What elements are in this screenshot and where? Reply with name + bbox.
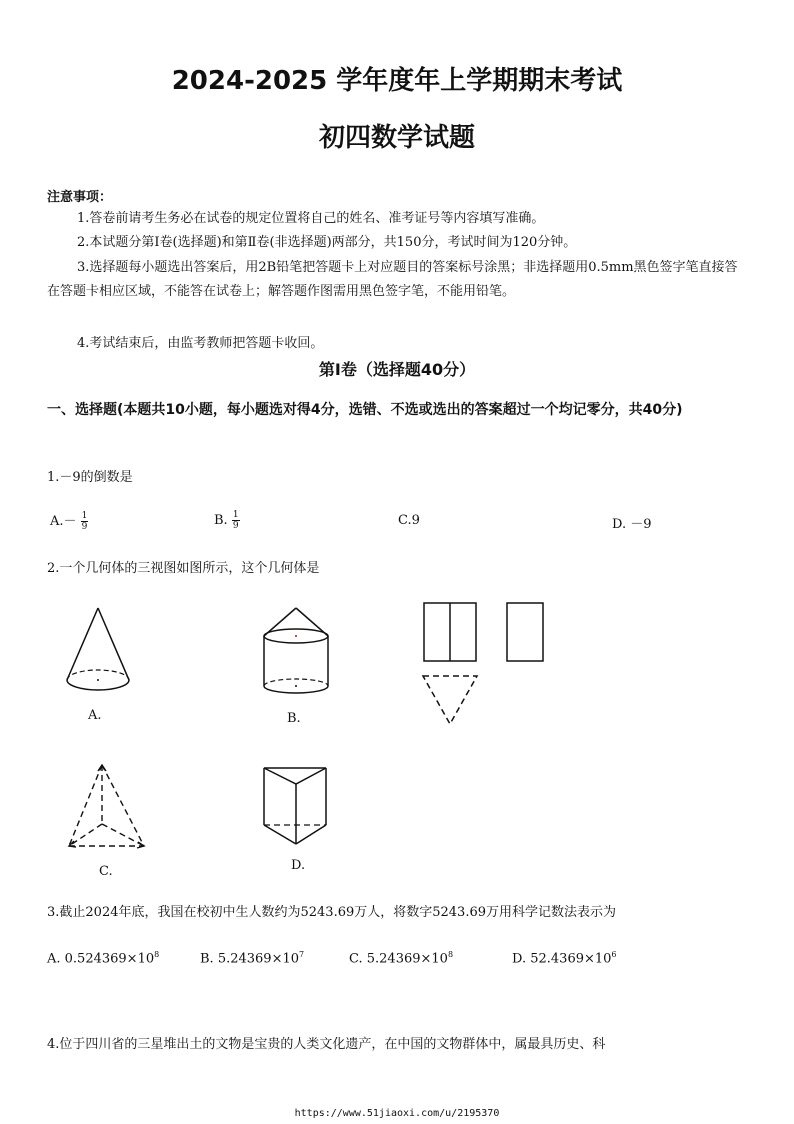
pyramid-figure xyxy=(62,762,152,858)
fraction xyxy=(232,510,240,531)
option-a-prefix: A.－ xyxy=(50,514,77,529)
part-one-instructions: 一、选择题(本题共10小题，每小题选对得4分，选错、不选或选出的答案超过一个均记零分，共40分) xyxy=(47,402,683,418)
notes-heading: 注意事项： xyxy=(47,190,113,205)
question-3-option-a xyxy=(47,950,159,966)
option-exponent: 8 xyxy=(154,950,160,959)
note-item: 3.选择题每小题选出答案后，用2B铅笔把答题卡上对应题目的答案标号涂黑；非选择题用0.5mm黑色签字笔直接答在答题卡相应区域，不能答在试卷上；解答题作图需用黑色签字笔，不能用铅笔。 xyxy=(47,260,738,299)
cone-figure xyxy=(60,605,140,695)
option-exponent: 6 xyxy=(611,950,617,959)
option-exponent: 7 xyxy=(299,950,305,959)
footer-url: https://www.51jiaoxi.com/u/2195370 xyxy=(294,1108,500,1119)
note-item: 4.考试结束后，由监考教师把答题卡收回。 xyxy=(77,336,324,351)
question-1-stem: 1.－9的倒数是 xyxy=(47,470,133,485)
option-text: D. 52.4369×10 xyxy=(512,951,612,967)
question-1-option-d: D. －9 xyxy=(612,517,652,532)
exam-subtitle: 初四数学试题 xyxy=(318,123,475,153)
fraction-denominator: 9 xyxy=(232,521,239,531)
option-text: A. 0.524369×10 xyxy=(47,951,155,967)
fraction-numerator: 1 xyxy=(232,510,239,520)
figure-label-d: D. xyxy=(291,858,306,873)
figure-label-c: C. xyxy=(99,864,113,879)
option-b-prefix: B. xyxy=(214,513,228,528)
option-exponent: 8 xyxy=(447,950,454,959)
question-1-option-c: C.9 xyxy=(398,513,420,528)
question-3-option-b xyxy=(200,950,304,966)
figure-label-b: B. xyxy=(287,711,301,726)
option-text: C. 5.24369×10 xyxy=(349,951,448,967)
fraction xyxy=(81,511,89,532)
fraction-numerator: 1 xyxy=(81,511,88,521)
note-item: 2.本试题分第Ⅰ卷(选择题)和第Ⅱ卷(非选择题)两部分，共150分，考试时间为120分钟。 xyxy=(77,235,577,250)
question-3-option-d xyxy=(512,950,617,966)
cylinder-cone-figure xyxy=(258,606,338,698)
question-1-option-a xyxy=(50,510,88,532)
question-1-option-b xyxy=(214,510,240,531)
exam-title: 2024-2025 学年度年上学期期末考试 xyxy=(171,66,623,96)
three-views-figure xyxy=(418,598,553,730)
triangular-prism-figure xyxy=(258,762,334,856)
question-3-option-c xyxy=(349,950,453,966)
question-3-stem: 3.截止2024年底，我国在校初中生人数约为5243.69万人，将数字5243.69万用科学记数法表示为 xyxy=(47,905,617,920)
question-2-stem: 2.一个几何体的三视图如图所示，这个几何体是 xyxy=(47,561,320,576)
figure-label-a: A. xyxy=(88,708,102,723)
question-4-stem: 4.位于四川省的三星堆出土的文物是宝贵的人类文化遗产，在中国的文物群体中，属最具历史、科 xyxy=(47,1037,606,1052)
fraction-denominator: 9 xyxy=(81,522,88,532)
section-title: 第Ⅰ卷（选择题40分） xyxy=(318,360,476,379)
option-text: B. 5.24369×10 xyxy=(200,951,300,967)
note-item: 1.答卷前请考生务必在试卷的规定位置将自己的姓名、准考证号等内容填写准确。 xyxy=(77,211,545,226)
